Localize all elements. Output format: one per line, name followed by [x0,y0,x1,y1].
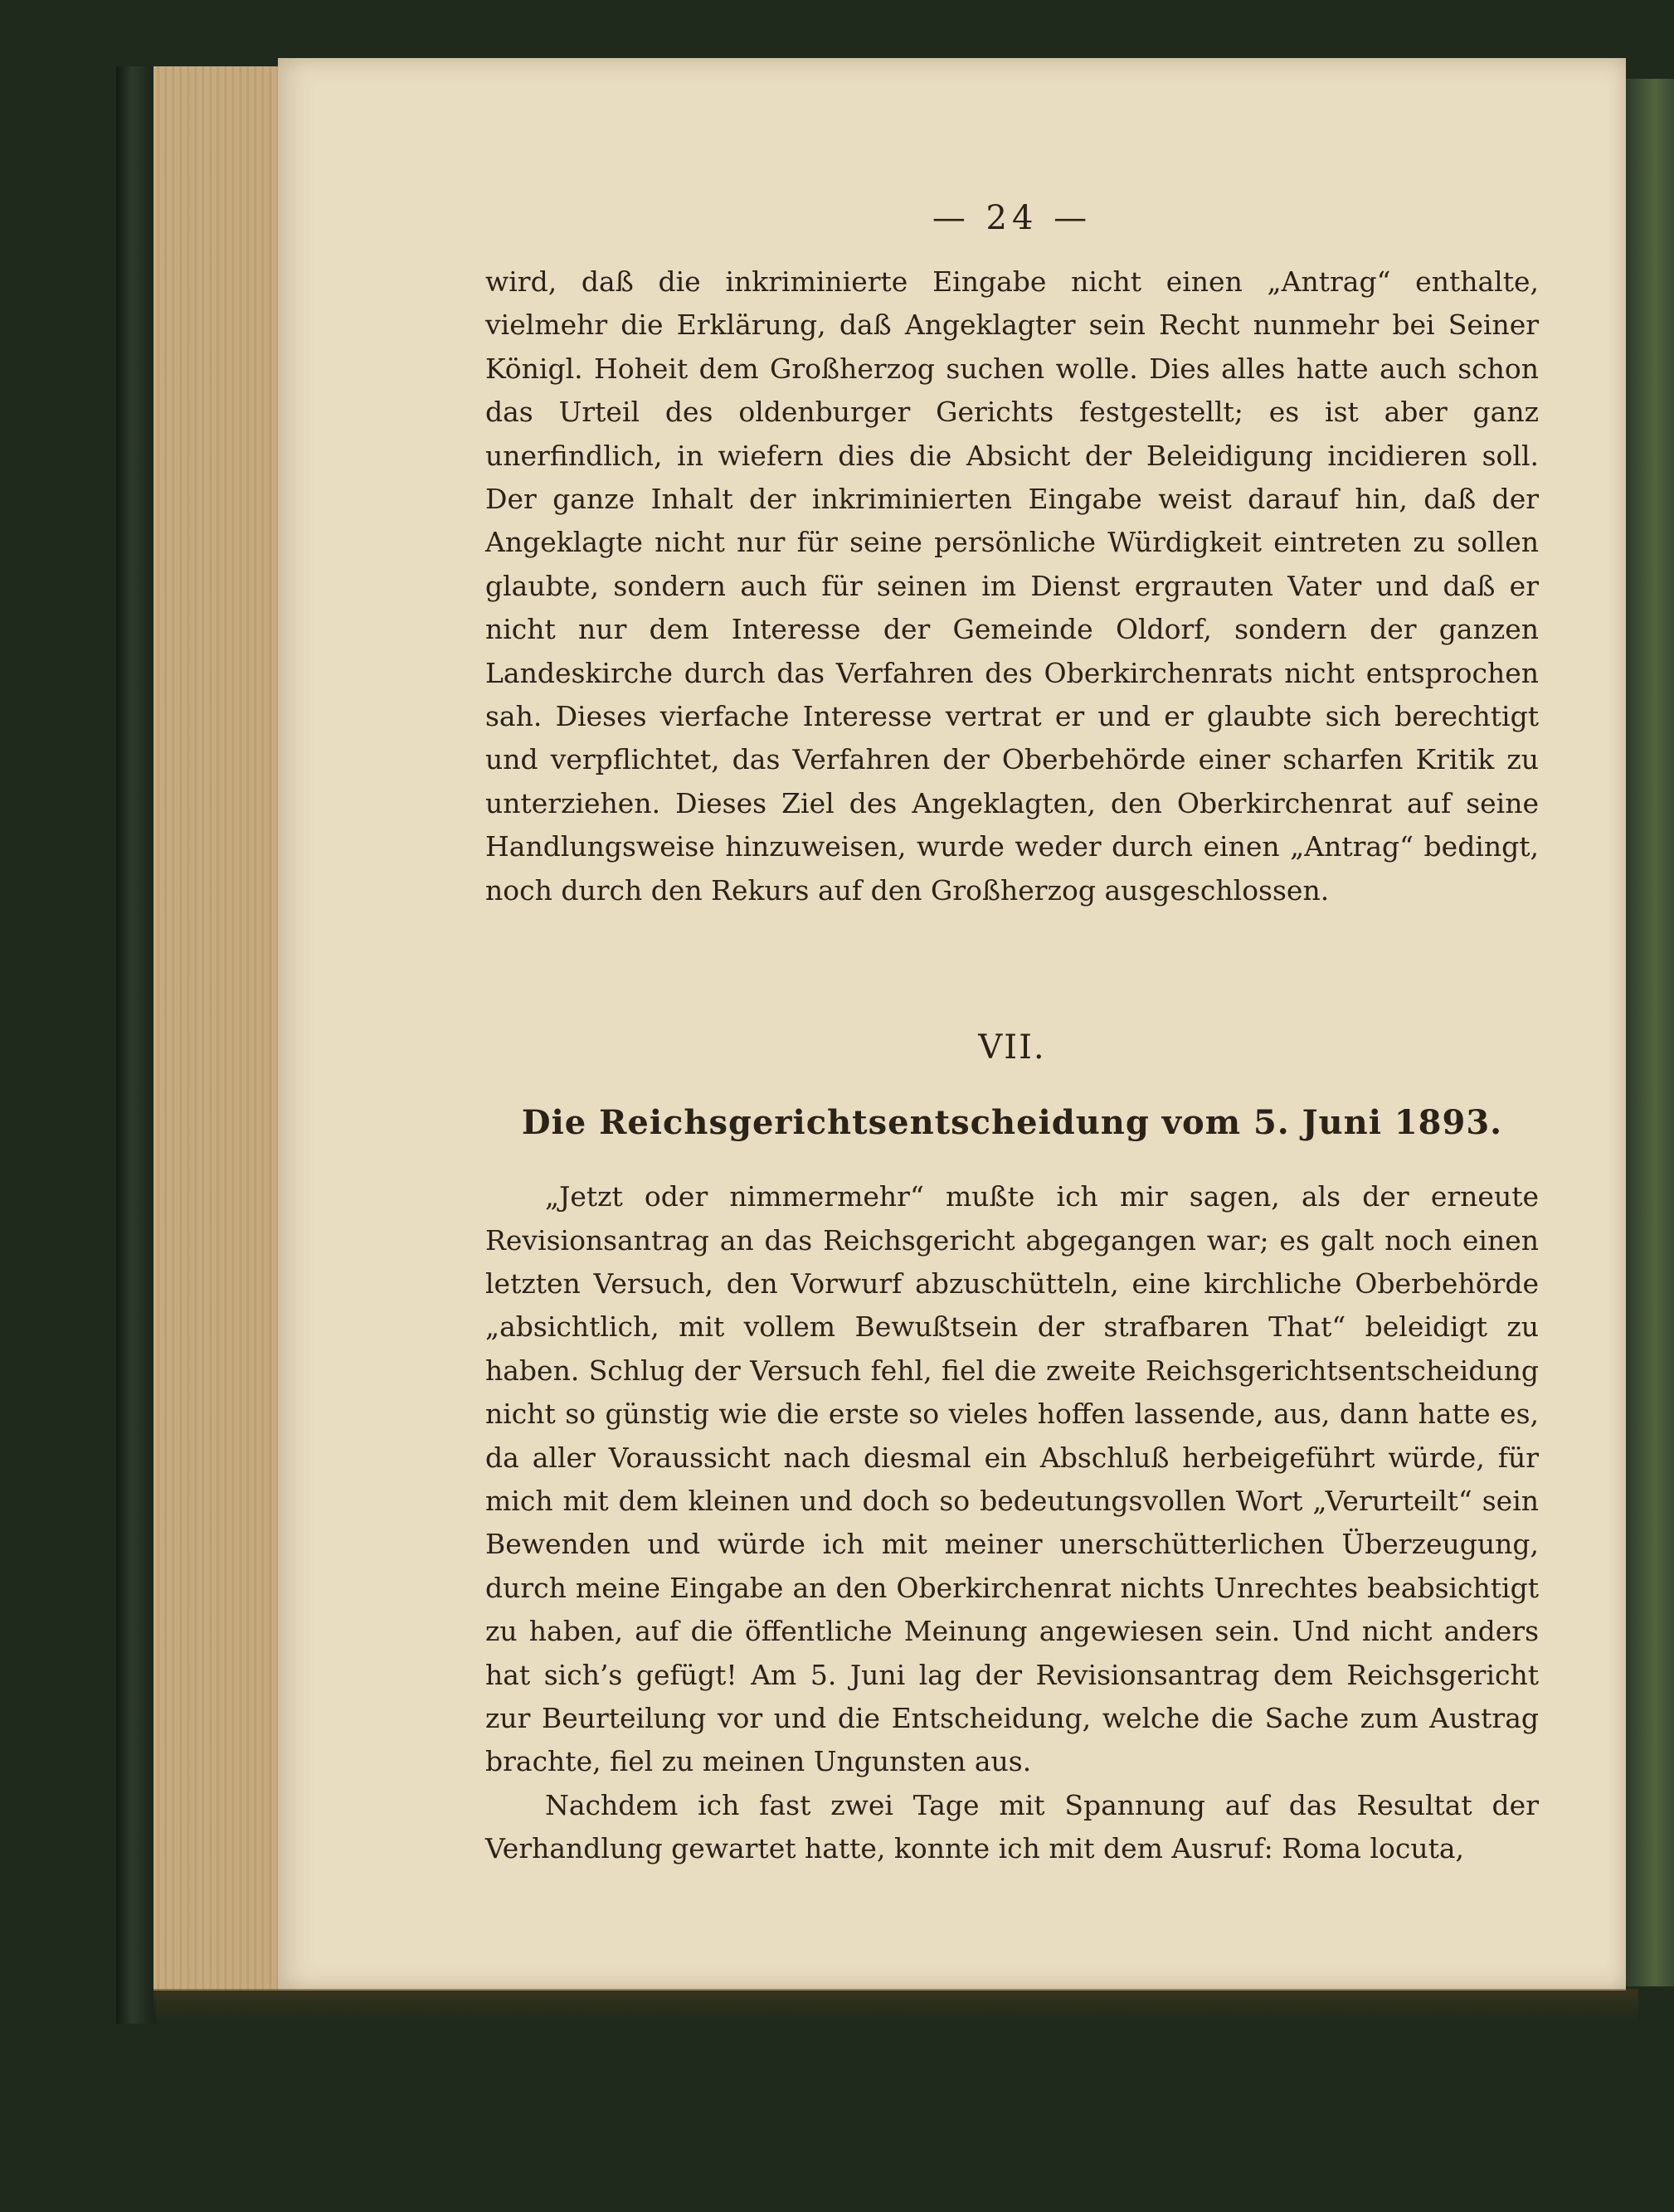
page-number: — 24 — [932,199,1092,237]
book-binding [116,66,156,2024]
opposite-page-edge [1626,79,1674,1986]
section-number: VII. [978,1028,1046,1067]
page-bottom-shadow [153,1989,1638,2022]
page-edges [153,66,286,1991]
paragraph-2: „Jetzt oder nimmermehr“ mußte ich mir sagen, als der erneute Revisionsantrag an das Reichsgericht abgegangen war; es galt noch einen letzten Versuch, den Vorwurf abzuschütteln, eine kirchliche Oberbehörde „absichtlich, mit vollem Bewußtsein der strafbaren That“ beleidigt zu haben. Schlug der Versuch fehl, fiel die zweite Reichsgerichtsentscheidung nicht so günstig wie die erste so vieles hoffen lassende, aus, dann hatte es, da aller Voraussicht nach diesmal ein Abschluß herbeigeführt würde, für mich mit dem kleinen und doch so bedeutungsvollen Wort „Verurteilt“ sein Bewenden und würde ich mit meiner unerschütterlichen Überzeugung, durch meine Eingabe an den Oberkirchenrat nichts Unrechtes beabsichtigt zu haben, auf die öffentliche Meinung angewiesen sein. Und nicht anders hat sich’s gefügt! Am 5. Juni lag der Revisionsantrag dem Reichsgericht zur Beurteilung vor und die Entscheidung, welche die Sache zum Austrag brachte, fiel zu meinen Ungunsten aus. [485,1180,1539,1778]
section-title: Die Reichsgerichtsentscheidung vom 5. Juni 1893. [521,1103,1503,1143]
paragraph-1: wird, daß die inkriminierte Eingabe nicht einen „Antrag“ enthalte, vielmehr die Erklärung, daß Angeklagter sein Recht nunmehr bei Seiner Königl. Hoheit dem Großherzog suchen wolle. Dies alles hatte auch schon das Urteil des oldenburger Gerichts festgestellt; es ist aber ganz unerfindlich, in wiefern dies die Absicht der Beleidigung incidieren soll. Der ganze Inhalt der inkriminierten Eingabe weist darauf hin, daß der Angeklagte nicht nur für seine persönliche Würdigkeit eintreten zu sollen glaubte, sondern auch für seinen im Dienst ergrauten Vater und daß er nicht nur dem Interesse der Gemeinde Oldorf, sondern der ganzen Landeskirche durch das Verfahren des Oberkirchenrats nicht entsprochen sah. Dieses vierfache Interesse vertrat er und er glaubte sich berechtigt und verpflichtet, das Verfahren der Oberbehörde einer scharfen Kritik zu unterziehen. Dieses Ziel des Angeklagten, den Oberkirchenrat auf seine Handlungsweise hinzuweisen, wurde weder durch einen „Antrag“ bedingt, noch durch den Rekurs auf den Großherzog ausgeschlossen. [485,265,1539,907]
book-page [278,58,1626,1991]
paragraph-3: Nachdem ich fast zwei Tage mit Spannung auf das Resultat der Verhandlung gewartet hatte, konnte ich mit dem Ausruf: Roma locuta, [485,1788,1539,1865]
page-text-block [485,199,1539,1871]
